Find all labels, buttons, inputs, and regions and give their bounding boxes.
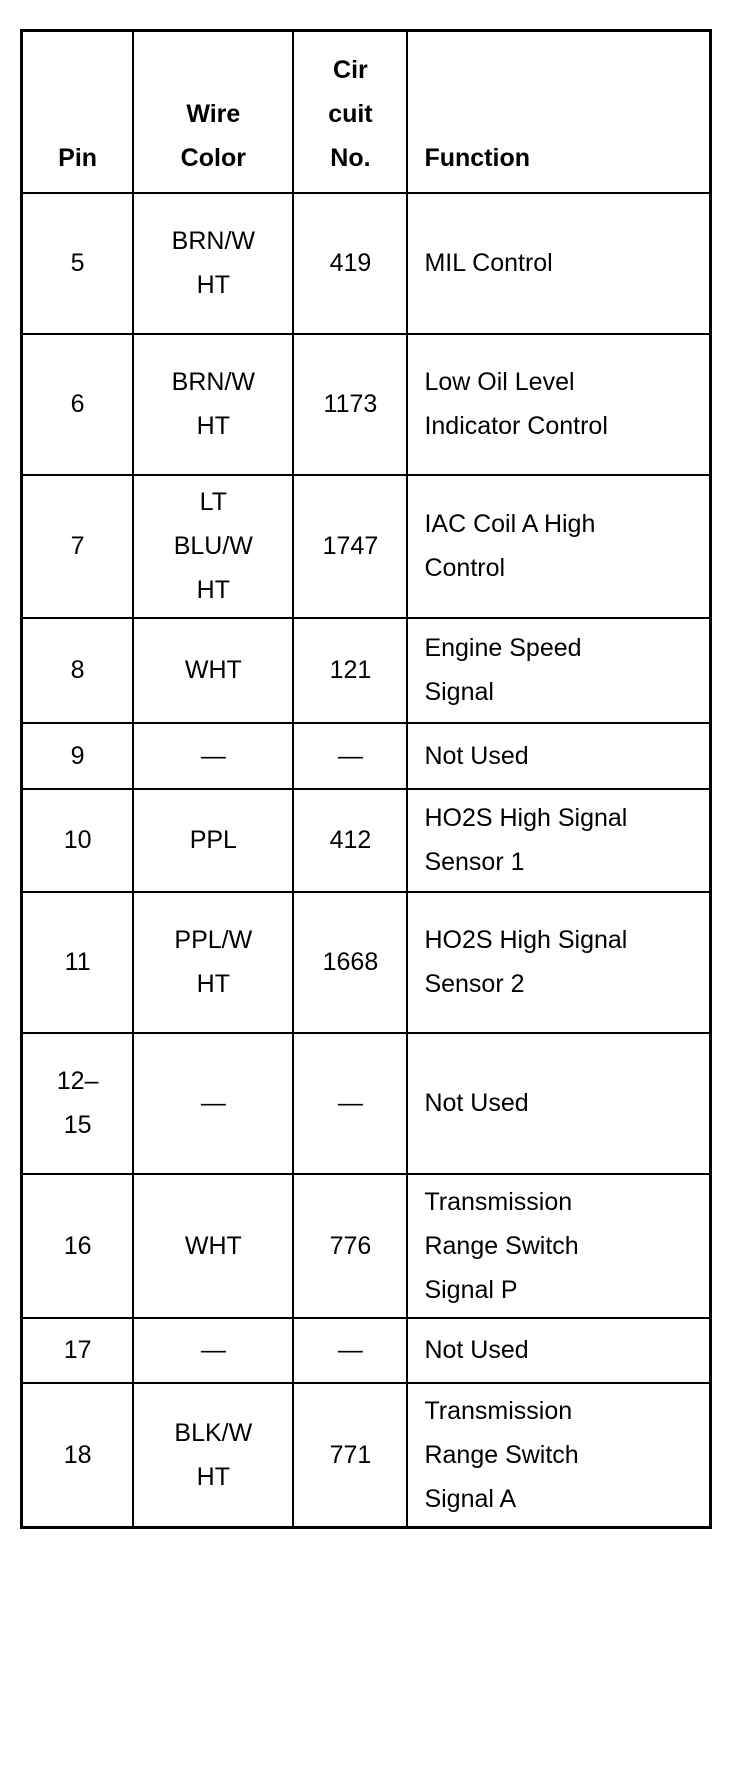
function-cell: HO2S High Signal Sensor 2	[407, 892, 710, 1033]
pin-cell: 12– 15	[22, 1033, 134, 1174]
table-row	[22, 789, 711, 892]
circuit-cell: —	[293, 1318, 407, 1383]
table-row	[22, 723, 711, 789]
wire-color-cell: —	[133, 1318, 293, 1383]
wire-color-cell: —	[133, 723, 293, 789]
function-cell: Not Used	[407, 723, 710, 789]
wire-color-cell: BRN/W HT	[133, 193, 293, 334]
table-row	[22, 892, 711, 1033]
pin-cell: 16	[22, 1174, 134, 1318]
pin-cell: 5	[22, 193, 134, 334]
pin-cell: 8	[22, 618, 134, 723]
function-cell: Not Used	[407, 1318, 710, 1383]
connector-pinout-table	[20, 29, 712, 1529]
circuit-cell: 121	[293, 618, 407, 723]
table-row	[22, 1318, 711, 1383]
pin-cell: 9	[22, 723, 134, 789]
function-cell: Transmission Range Switch Signal A	[407, 1383, 710, 1528]
wire-color-cell: BLK/W HT	[133, 1383, 293, 1528]
circuit-cell: —	[293, 723, 407, 789]
table-row	[22, 1033, 711, 1174]
function-cell: Transmission Range Switch Signal P	[407, 1174, 710, 1318]
wire-color-cell: WHT	[133, 1174, 293, 1318]
function-cell: Not Used	[407, 1033, 710, 1174]
wire-color-cell: —	[133, 1033, 293, 1174]
circuit-cell: 771	[293, 1383, 407, 1528]
table-row	[22, 1383, 711, 1528]
function-cell: Low Oil Level Indicator Control	[407, 334, 710, 475]
pin-cell: 6	[22, 334, 134, 475]
wire-color-cell: WHT	[133, 618, 293, 723]
function-cell: MIL Control	[407, 193, 710, 334]
circuit-cell: 419	[293, 193, 407, 334]
wire-color-cell: BRN/W HT	[133, 334, 293, 475]
header-pin: Pin	[22, 31, 134, 193]
header-wire-color: Wire Color	[133, 31, 293, 193]
table-row	[22, 475, 711, 618]
table-row	[22, 618, 711, 723]
pin-cell: 7	[22, 475, 134, 618]
function-cell: HO2S High Signal Sensor 1	[407, 789, 710, 892]
header-row	[22, 31, 711, 193]
table-row	[22, 1174, 711, 1318]
pin-cell: 17	[22, 1318, 134, 1383]
header-function: Function	[407, 31, 710, 193]
pin-cell: 10	[22, 789, 134, 892]
wire-color-cell: PPL	[133, 789, 293, 892]
pin-cell: 11	[22, 892, 134, 1033]
circuit-cell: 1668	[293, 892, 407, 1033]
wire-color-cell: PPL/W HT	[133, 892, 293, 1033]
header-circuit-no: Cir cuit No.	[293, 31, 407, 193]
function-cell: Engine Speed Signal	[407, 618, 710, 723]
circuit-cell: —	[293, 1033, 407, 1174]
function-cell: IAC Coil A High Control	[407, 475, 710, 618]
table-row	[22, 193, 711, 334]
circuit-cell: 1747	[293, 475, 407, 618]
circuit-cell: 776	[293, 1174, 407, 1318]
circuit-cell: 1173	[293, 334, 407, 475]
circuit-cell: 412	[293, 789, 407, 892]
pin-cell: 18	[22, 1383, 134, 1528]
wire-color-cell: LT BLU/W HT	[133, 475, 293, 618]
table-row	[22, 334, 711, 475]
